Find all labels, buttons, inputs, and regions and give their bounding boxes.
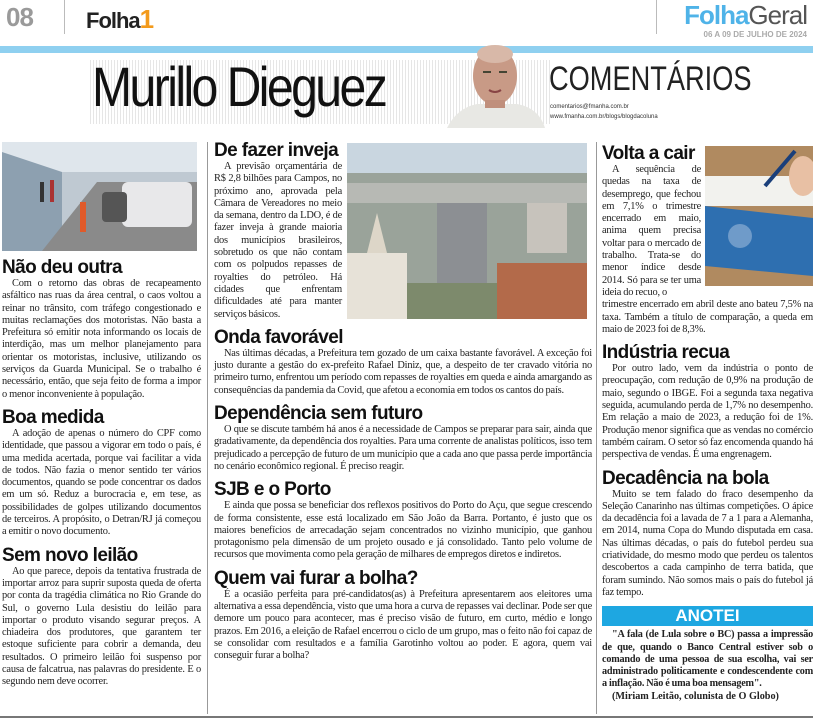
article-body: É a ocasião perfeita para pré-candidatos(as) à Prefeitura apresentarem aos eleitores uma alternativa a essa dependência, visto que uma hora a curva de repasses vai declinar. Pode ser que demore um pouco para acontecer, mas é preciso visão de futuro, em curto, médio e longo prazos. Em 2016, a eleição de Rafael encerrou o ciclo de um grupo, mas o feito não foi capaz de se consolidar com resultados e a família Garotinho voltou ao poder. E agora, quem vai conseguir furar a bolha? [214, 588, 592, 662]
author-name: Murillo Dieguez [92, 55, 386, 118]
middle-column [214, 141, 592, 663]
logo-part1: Folha [684, 0, 749, 30]
header-divider [64, 0, 65, 34]
blog-link[interactable]: www.fmanha.com.br/blogs/blogdacoluna [550, 114, 658, 120]
right-column [602, 144, 813, 702]
logo-part2: Geral [748, 0, 807, 30]
article-body: Ao que parece, depois da tentativa frustrada de importar arroz para suprir suposta queda de oferta por conta da tragédia climática no Rio Grande do Sul, o governo Lula desistiu do leilão para importar o produto visando segurar preços. A chiadeira dos produtores, que garantem ter estoque suficiente para cobrir a demanda, deu resultados. O primeiro leilão foi suspenso por causa de falcatrua, nas palavras do presidente. E o segundo nem deve ocorrer. [2, 565, 201, 688]
article-title: Decadência na bola [602, 467, 769, 489]
article-nao-deu-outra [2, 258, 201, 401]
article-body: Com o retorno das obras de recapeamento asfáltico nas ruas da área central, o caos voltou a reinar no trânsito, com tráfego congestionado e muitas reclamações dos motoristas. Não basta a Prefeitura só emitir nota informando os locais de interdição, mas um melhor planejamento para orientar os motoristas, inclusive, utilizando os serviços da Guarda Municipal. Se o trabalho é necessário, então, que seja feito de forma a impor o menor inconveniente à população. [2, 278, 201, 400]
article-body: Por outro lado, vem da indústria o ponto de preocupação, com redução de 0,9% na produção de maio, segundo o IBGE. Foi a segunda taxa negativa seguida, acumulando perda de 1,7% no desempenho. Em relação a maio de 2023, a redução foi de 1%. Produção menor significa que as vendas no comércio também caíram. O setor só faz encomenda quando há perspectiva de vendas. É uma engrenagem. [602, 363, 813, 461]
article-body: Muito se tem falado do fraco desempenho da Seleção Canarinho nas últimas competições. O ápice da decadência foi a lavada de 7 a 1 para a Alemanha, em 2014, numa Copa do Mundo disputada em casa. Nas últimas décadas, o país do futebol perdeu sua criatividade, do mesmo modo que perdeu os talentos descobertos a cada campinho de terra batida, que foram sumindo. Não somos mais o país do futebol já faz tempo. [602, 488, 813, 598]
section-title: COMENTÁRIOS [549, 60, 752, 98]
street-photo [2, 142, 197, 251]
article-title: Sem novo leilão [2, 544, 138, 566]
article-title: Quem vai furar a bolha? [214, 567, 418, 589]
city-aerial-photo [347, 143, 587, 319]
author-photo [447, 42, 545, 128]
article-sem-novo-leilao [2, 546, 201, 689]
article-quem-vai-furar [214, 569, 592, 663]
article-industria-recua [602, 343, 813, 461]
article-body-bottom: trimestre encerrado em abril deste ano bateu 7,5% na taxa. Também a título de comparação, a queda em maio de 2023 foi de 8,3%. [602, 299, 813, 335]
contact-email[interactable]: comentarios@fmanha.com.br [550, 104, 629, 110]
logo-text: Folha [86, 8, 140, 33]
column-divider [207, 142, 208, 714]
anotei-author: (Miriam Leitão, colunista de O Globo) [612, 690, 779, 702]
page-number: 08 [6, 2, 33, 32]
article-title: Dependência sem futuro [214, 403, 423, 425]
article-body: Nas últimas décadas, a Prefeitura tem gozado de um caixa bastante favorável. A exceção foi justo durante a gestão do ex-prefeito Rafael Diniz, que, a despeito de ter cravado vitória no primeiro turno, enfrentou um período com repasses de royalties em queda e ainda amargando as consequências da pandemia da Covid, que afetou a economia em todos os cantos do país. [214, 347, 592, 396]
anotei-header: ANOTEI [602, 606, 813, 626]
article-onda-favoravel [214, 328, 592, 397]
article-title: Não deu outra [2, 257, 122, 278]
article-decadencia [602, 469, 813, 600]
article-title: De fazer inveja [214, 140, 339, 161]
article-body: O que se discute também há anos é a necessidade de Campos se preparar para sair, ainda que gradativamente, da dependência dos royalties. Para uma corrente de analistas políticos, isso tem prejudicado a percepção de futuro de um município que a cada ano que passa perde importância no cenário econômico regional. É preciso reagir. [214, 424, 592, 472]
anotei-quote-box [602, 629, 813, 701]
article-body: A adoção de apenas o número do CPF como identidade, que passou a vigorar em todo o país, é uma medida acertada, porque vai facilitar a vida de todos. Não fazia o menor sentido ter vários documentos, quando se pode concentrar os dados em um só. Reduz a burocracia e, em tese, as possibilidades de golpes utilizando documentos de terceiros. A propósito, o Detran/RJ já começou a emitir o novo documento. [2, 427, 201, 538]
anotei-section [602, 606, 813, 701]
folhageral-logo [684, 0, 807, 31]
folha1-logo [86, 4, 153, 35]
article-body-top: A sequência de quedas na taxa de desemprego, que fechou em 7,1% o trimestre encerrado em maio, anima quem precisa voltar para o mercado de trabalho. Trata-se do menor índice desde 2014. Só para se ter uma ideia do recuo, o [602, 164, 701, 298]
article-dependencia [214, 404, 592, 473]
article-title: Volta a cair [602, 143, 695, 164]
article-title: Onda favorável [214, 326, 343, 348]
article-body: E ainda que possa se beneficiar dos reflexos positivos do Porto do Açu, que segue crescendo de forma consistente, esse está localizado em São João da Barra. Portanto, é justo que os maiores benefícios de arrecadação sejam concentrados no vizinho município, que ganhou protagonismo pela dimensão de um projeto ousado e já consolidado. Tanto pelo volume de recursos que movimenta como pela geração de milhares de empregos diretos e indiretos. [214, 500, 592, 561]
column-divider [596, 142, 597, 714]
article-title: Boa medida [2, 406, 104, 428]
logo-number: 1 [139, 4, 154, 34]
left-column [2, 142, 201, 689]
header-divider-right [656, 0, 657, 34]
article-body: A previsão orçamentária de R$ 2,8 bilhões para Campos, no próximo ano, aprovada pela Câmara de Vereadores no meio da semana, dentro da LDO, é de fazer inveja à grande maioria dos municípios brasileiros, sobretudo os que não contam com os polpudos repasses de royalties do petróleo. Há cidades que enfrentam dificuldades até para manter serviços básicos. [214, 161, 342, 320]
article-boa-medida [2, 408, 201, 539]
article-volta-a-cair [602, 144, 813, 336]
article-de-fazer-inveja [214, 141, 592, 321]
edition-date: 06 A 09 DE JULHO DE 2024 [703, 30, 807, 39]
anotei-quote: "A fala (de Lula sobre o BC) passa a impressão de que, quando o Banco Central estiver sob o comando de uma pessoa de sua escolha, vai ser administrado politicamente e condescendente com a inflação. Não é uma boa mensagem". [602, 629, 813, 690]
article-title: SJB e o Porto [214, 479, 331, 501]
page-bottom-rule [0, 716, 813, 718]
article-sjb-porto [214, 480, 592, 561]
work-card-photo [705, 146, 813, 286]
article-title: Indústria recua [602, 342, 730, 364]
header-accent-line [0, 46, 813, 53]
